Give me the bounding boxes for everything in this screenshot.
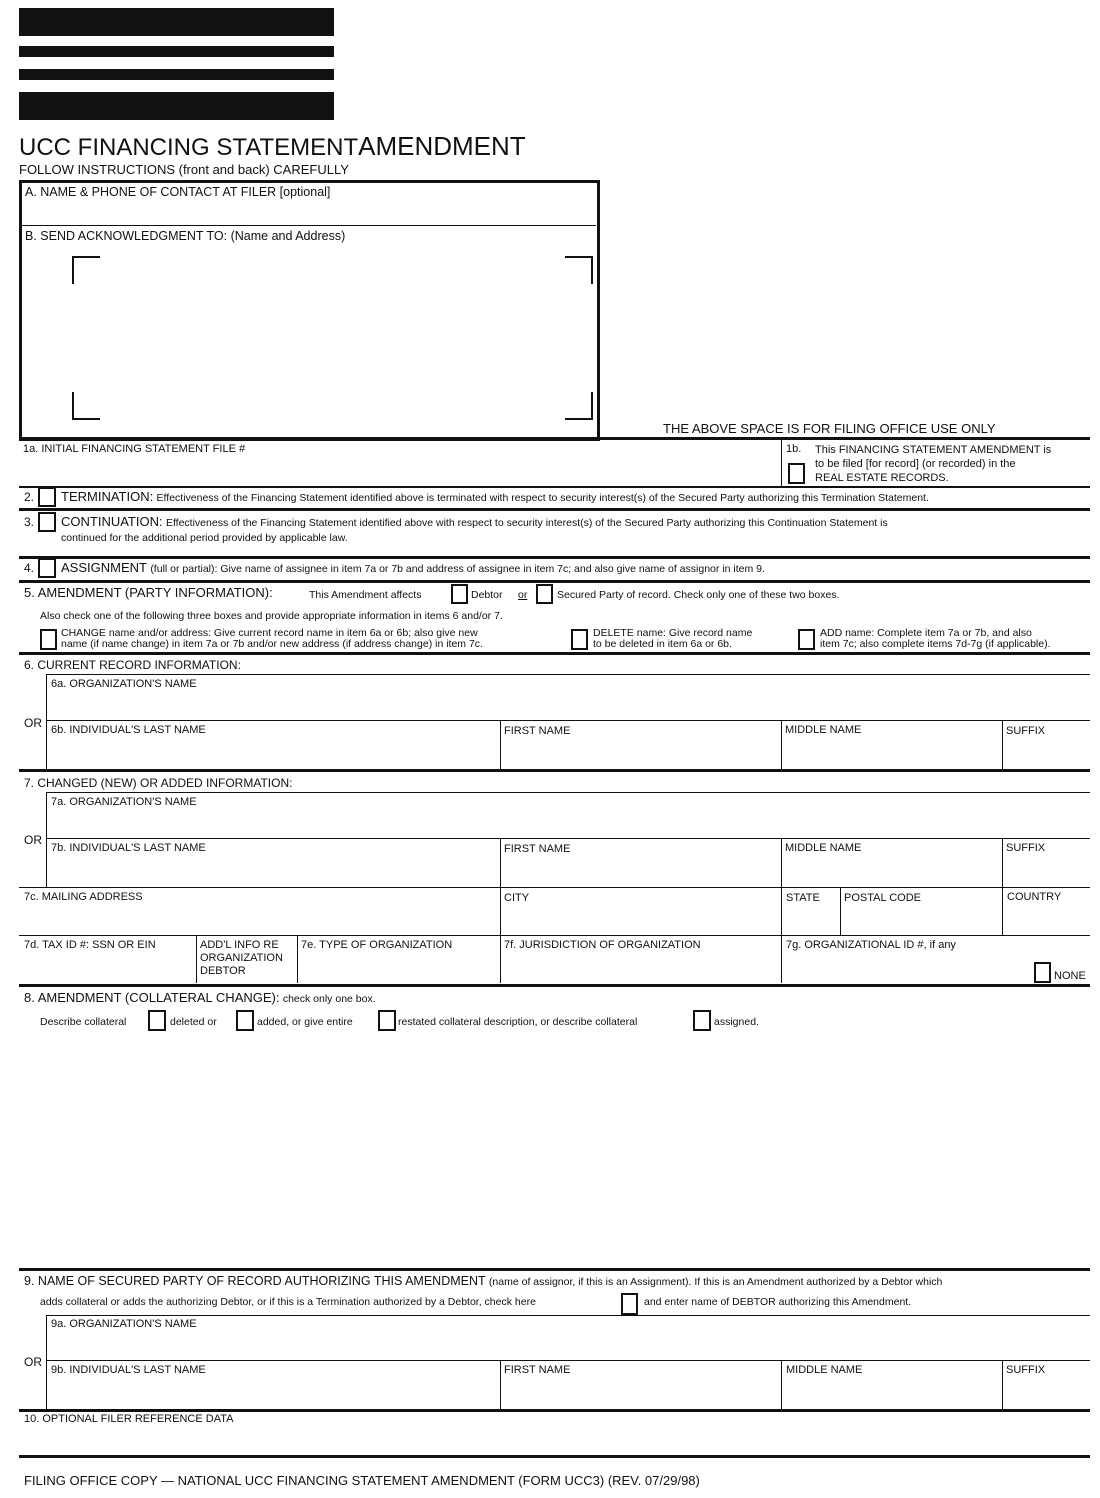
real-estate-num: 1b.	[786, 443, 802, 455]
footer-text: FILING OFFICE COPY — NATIONAL UCC FINANCING STATEMENT AMENDMENT (FORM UCC3) (REV. 07/29/98)	[24, 1473, 700, 1488]
redaction-bar	[19, 8, 334, 36]
debtor-checkbox[interactable]	[451, 584, 468, 604]
suffix-field-7[interactable]	[1006, 858, 1086, 884]
first-name-field-9[interactable]	[504, 1380, 776, 1406]
middle-name-field-9[interactable]	[786, 1380, 998, 1406]
jurisdiction-label: 7f. JURISDICTION OF ORGANIZATION	[504, 939, 701, 951]
none-label: NONE	[1054, 970, 1086, 982]
last-name-field-9b[interactable]	[51, 1380, 495, 1406]
addl-info-label: ADD'L INFO RE ORGANIZATION DEBTOR	[200, 939, 283, 977]
corner-mark	[72, 256, 100, 284]
continuation-text-2: continued for the additional period provided by applicable law.	[61, 532, 348, 544]
divider	[500, 838, 501, 888]
divider	[500, 720, 501, 770]
divider	[781, 1360, 782, 1410]
filer-reference-field[interactable]	[24, 1430, 1084, 1452]
tax-id-label: 7d. TAX ID #: SSN OR EIN	[24, 939, 156, 951]
divider	[781, 838, 782, 888]
corner-mark	[565, 256, 593, 284]
city-label: CITY	[504, 892, 530, 904]
state-label: STATE	[786, 892, 820, 904]
collateral-assigned-checkbox[interactable]	[693, 1010, 711, 1031]
assignment-text: ASSIGNMENT (full or partial): Give name of assignee in item 7a or 7b and address of assignee in item 7c; and also give name of assignor in item 9.	[61, 560, 765, 575]
or-label-9: OR	[24, 1355, 42, 1369]
collateral-restated-checkbox[interactable]	[378, 1010, 396, 1031]
org-name-field-9a[interactable]	[51, 1334, 1086, 1358]
divider	[46, 674, 1090, 675]
follow-instructions: FOLLOW INSTRUCTIONS (front and back) CAREFULLY	[19, 162, 349, 177]
divider	[1002, 838, 1003, 888]
continuation-num: 3.	[24, 515, 35, 529]
continuation-text: CONTINUATION: Effectiveness of the Financing Statement identified above with respect to security interest(s) of the Secured Party authorizing this Continuation Statement is	[61, 514, 888, 529]
divider	[46, 674, 47, 770]
divider	[781, 720, 782, 770]
middle-name-label-9: MIDDLE NAME	[786, 1364, 863, 1376]
divider	[46, 1360, 1090, 1361]
divider	[19, 887, 1090, 888]
last-name-field-7b[interactable]	[51, 858, 495, 884]
tax-id-field[interactable]	[24, 955, 192, 981]
first-name-label-9: FIRST NAME	[504, 1364, 571, 1376]
divider	[19, 1409, 1090, 1412]
last-name-field-6b[interactable]	[51, 740, 495, 766]
divider	[46, 792, 47, 888]
change-name-text: CHANGE name and/or address: Give current record name in item 6a or 6b; also give new name (if name change) in item 7a or 7b and/or new address (if address change) in item 7c.	[61, 627, 483, 650]
divider	[19, 652, 1090, 655]
org-type-label: 7e. TYPE OF ORGANIZATION	[301, 939, 453, 951]
country-label: COUNTRY	[1007, 891, 1062, 903]
org-name-field-7a[interactable]	[51, 812, 1086, 836]
collateral-deleted-checkbox[interactable]	[148, 1010, 166, 1031]
divider	[196, 935, 197, 983]
amendment-affects: This Amendment affects	[309, 589, 422, 601]
add-name-checkbox[interactable]	[798, 629, 815, 650]
collateral-restated-label: restated collateral description, or describe collateral	[398, 1016, 638, 1028]
divider	[19, 580, 1090, 583]
debtor-auth-text: adds collateral or adds the authorizing Debtor, or if this is a Termination authorized by a Debtor, check here	[40, 1296, 536, 1308]
real-estate-text: This FINANCING STATEMENT AMENDMENT is to be filed [for record] (or recorded) in the REAL ESTATE RECORDS.	[815, 444, 1052, 484]
divider	[21, 225, 596, 226]
divider	[840, 887, 841, 935]
divider	[19, 935, 1090, 936]
file-number-field[interactable]	[23, 458, 773, 484]
file-number-label: 1a. INITIAL FINANCING STATEMENT FILE #	[23, 443, 246, 455]
org-type-field[interactable]	[301, 955, 495, 981]
country-field[interactable]	[1006, 907, 1086, 933]
current-record-title: 6. CURRENT RECORD INFORMATION:	[24, 658, 241, 672]
debtor-auth-text-2: and enter name of DEBTOR authorizing this Amendment.	[644, 1296, 912, 1308]
redaction-bar	[19, 69, 334, 80]
postal-code-field[interactable]	[844, 907, 998, 933]
divider	[1002, 887, 1003, 935]
suffix-label-7: SUFFIX	[1006, 842, 1046, 854]
secured-party-title: 9. NAME OF SECURED PARTY OF RECORD AUTHORIZING THIS AMENDMENT (name of assignor, if this is an Assignment). If this is an Amendment authorized by a Debtor which	[24, 1274, 943, 1288]
or-label-6: OR	[24, 716, 42, 730]
middle-name-field-6[interactable]	[785, 740, 997, 766]
corner-mark	[565, 392, 593, 420]
first-name-label-6: FIRST NAME	[504, 725, 571, 737]
divider	[19, 984, 1090, 987]
last-name-label-7b: 7b. INDIVIDUAL'S LAST NAME	[51, 842, 206, 854]
last-name-label-6b: 6b. INDIVIDUAL'S LAST NAME	[51, 724, 206, 736]
middle-name-label-7: MIDDLE NAME	[785, 842, 862, 854]
divider	[781, 440, 782, 487]
delete-name-checkbox[interactable]	[571, 629, 588, 650]
divider	[19, 437, 1090, 440]
debtor-auth-checkbox[interactable]	[621, 1293, 638, 1315]
secured-party-label: Secured Party of record. Check only one of these two boxes.	[557, 589, 840, 601]
none-checkbox[interactable]	[1034, 962, 1051, 983]
delete-name-text: DELETE name: Give record name to be deleted in item 6a or 6b.	[593, 627, 753, 650]
mailing-address-label: 7c. MAILING ADDRESS	[24, 891, 143, 903]
suffix-label-6: SUFFIX	[1006, 725, 1046, 737]
suffix-field-6[interactable]	[1006, 740, 1086, 766]
secured-party-checkbox[interactable]	[536, 584, 553, 604]
divider	[46, 838, 1090, 839]
termination-text: TERMINATION: Effectiveness of the Financing Statement identified above is terminated with respect to security interest(s) of the Secured Party authorizing this Termination Statement.	[61, 489, 929, 504]
divider	[46, 720, 1090, 721]
middle-name-label-6: MIDDLE NAME	[785, 724, 862, 736]
assignment-num: 4.	[24, 561, 35, 575]
divider	[19, 769, 1090, 772]
org-name-label-9a: 9a. ORGANIZATION'S NAME	[51, 1318, 197, 1330]
filer-reference-label: 10. OPTIONAL FILER REFERENCE DATA	[24, 1413, 234, 1425]
first-name-field-6[interactable]	[504, 740, 776, 766]
form-title: UCC FINANCING STATEMENTAMENDMENT	[19, 131, 526, 161]
redaction-bar	[19, 46, 334, 57]
changed-info-title: 7. CHANGED (NEW) OR ADDED INFORMATION:	[24, 776, 293, 790]
continuation-checkbox[interactable]	[38, 512, 56, 532]
org-name-label-7a: 7a. ORGANIZATION'S NAME	[51, 796, 197, 808]
first-name-field-7[interactable]	[504, 858, 776, 884]
redaction-bar	[19, 92, 334, 120]
last-name-label-9b: 9b. INDIVIDUAL'S LAST NAME	[51, 1364, 206, 1376]
collateral-added-label: added, or give entire	[257, 1016, 353, 1028]
ack-address-field[interactable]	[74, 256, 592, 418]
collateral-change-title: 8. AMENDMENT (COLLATERAL CHANGE): check only one box.	[24, 990, 376, 1005]
corner-mark	[72, 392, 100, 420]
termination-checkbox[interactable]	[38, 487, 56, 507]
divider	[19, 486, 1090, 488]
collateral-assigned-label: assigned.	[714, 1016, 759, 1028]
divider	[19, 508, 1090, 511]
org-id-field[interactable]	[786, 955, 1026, 981]
divider	[1002, 720, 1003, 770]
termination-num: 2.	[24, 490, 35, 504]
real-estate-checkbox[interactable]	[788, 463, 805, 484]
org-name-label-6a: 6a. ORGANIZATION'S NAME	[51, 678, 197, 690]
contact-label: A. NAME & PHONE OF CONTACT AT FILER [optional]	[25, 185, 331, 199]
add-name-text: ADD name: Complete item 7a or 7b, and also item 7c; also complete items 7d-7g (if applicable).	[820, 627, 1051, 650]
divider	[1002, 1360, 1003, 1410]
collateral-deleted-label: deleted or	[170, 1016, 217, 1028]
contact-field[interactable]	[24, 202, 590, 222]
divider	[500, 1360, 501, 1410]
or-label: or	[518, 589, 528, 601]
divider	[46, 1315, 47, 1410]
filing-office-note: THE ABOVE SPACE IS FOR FILING OFFICE USE ONLY	[663, 421, 996, 436]
first-name-label-7: FIRST NAME	[504, 843, 571, 855]
postal-code-label: POSTAL CODE	[844, 892, 922, 904]
divider	[297, 935, 298, 983]
divider	[19, 1455, 1090, 1458]
assignment-checkbox[interactable]	[38, 558, 56, 578]
describe-collateral-label: Describe collateral	[40, 1016, 127, 1028]
jurisdiction-field[interactable]	[504, 955, 776, 981]
ack-label: B. SEND ACKNOWLEDGMENT TO: (Name and Address)	[25, 229, 346, 243]
change-name-checkbox[interactable]	[40, 629, 57, 650]
divider	[19, 556, 1090, 559]
debtor-label: Debtor	[471, 589, 503, 601]
state-field[interactable]	[786, 907, 836, 933]
city-field[interactable]	[504, 907, 776, 933]
suffix-label-9: SUFFIX	[1006, 1364, 1046, 1376]
middle-name-field-7[interactable]	[785, 858, 997, 884]
divider	[46, 1315, 1090, 1316]
amendment-party-title: 5. AMENDMENT (PARTY INFORMATION):	[24, 585, 273, 600]
or-label-7: OR	[24, 833, 42, 847]
mailing-address-field[interactable]	[24, 907, 494, 933]
collateral-added-checkbox[interactable]	[236, 1010, 254, 1031]
divider	[46, 792, 1090, 793]
suffix-field-9[interactable]	[1006, 1380, 1086, 1406]
divider	[19, 1268, 1090, 1271]
org-id-label: 7g. ORGANIZATIONAL ID #, if any	[786, 939, 956, 951]
also-check-text: Also check one of the following three boxes and provide appropriate information in items 6 and/or 7.	[40, 610, 503, 622]
org-name-field-6a[interactable]	[51, 694, 1086, 718]
collateral-description-field[interactable]	[24, 1040, 1084, 1265]
